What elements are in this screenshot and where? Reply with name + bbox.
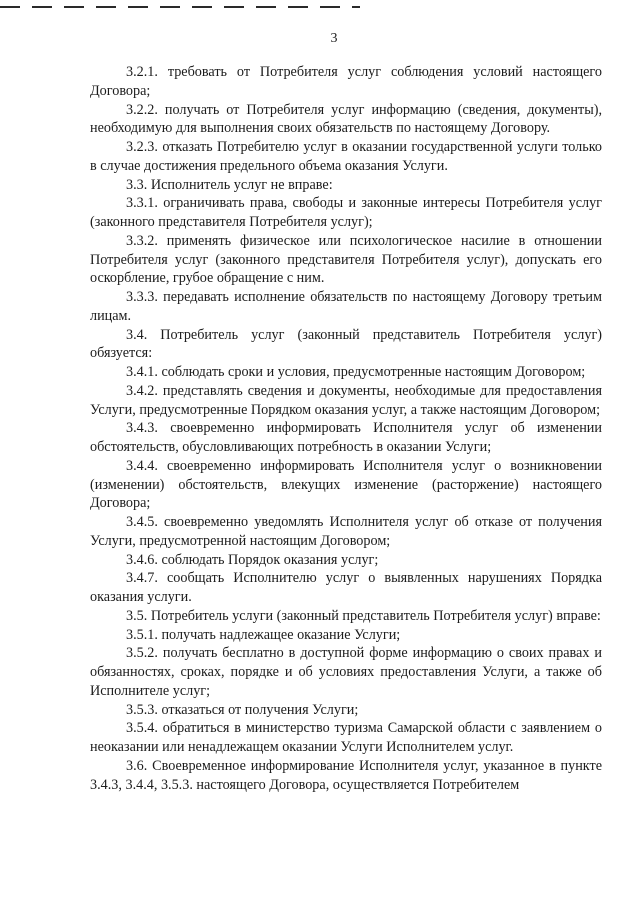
paragraph-3-4-3: 3.4.3. своевременно информировать Исполнителя услуг об изменении обстоятельств, обусловливающих потребность в оказании Услуги; [90,420,602,455]
paragraph-3-3: 3.3. Исполнитель услуг не вправе: [126,176,333,193]
paragraph-3-3-3: 3.3.3. передавать исполнение обязательств по настоящему Договору третьим лицам. [90,289,602,324]
paragraph-3-6: 3.6. Своевременное информирование Исполнителя услуг, указанное в пункте 3.4.3, 3.4.4, 3.5.3. настоящего Договора, осуществляется Потребителем [90,757,602,793]
paragraph-3-5-1: 3.5.1. получать надлежащее оказание Услуги; [126,626,401,643]
paragraph-3-5-4: 3.5.4. обратиться в министерство туризма Самарской области с заявлением о неоказании или ненадлежащем оказании Услуги Исполнителем услуг. [90,720,602,755]
paragraph-3-3-1: 3.3.1. ограничивать права, свободы и законные интересы Потребителя услуг (законного представителя Потребителя услуг); [90,195,602,230]
paragraph-3-4-4: 3.4.4. своевременно информировать Исполнителя услуг о возникновении (изменении) обстоятельств, влекущих изменение (расторжение) настоящего Договора; [90,457,602,512]
paragraph-3-5-2: 3.5.2. получать бесплатно в доступной форме информацию о своих правах и обязанностях, сроках, порядке и об условиях предоставления Услуги, а также об Исполнителе услуг; [90,645,602,699]
paragraph-3-4-5: 3.4.5. своевременно уведомлять Исполнителя услуг об отказе от получения Услуги, предусмотренной настоящим Договором; [90,514,602,549]
paragraph-3-5-3: 3.5.3. отказаться от получения Услуги; [126,701,359,718]
paragraph-3-2-1: 3.2.1. требовать от Потребителя услуг соблюдения условий настоящего Договора; [90,64,602,99]
paragraph-3-4-2: 3.4.2. представлять сведения и документы, необходимые для предоставления Услуги, предусмотренные Порядком оказания услуг, а также настоящим Договором; [90,382,602,418]
paragraph-3-4: 3.4. Потребитель услуг (законный представитель Потребителя услуг) обязуется: [90,326,602,362]
paragraph-3-4-6: 3.4.6. соблюдать Порядок оказания услуг; [126,551,379,568]
paragraph-3-2-2: 3.2.2. получать от Потребителя услуг информацию (сведения, документы), необходимую для выполнения своих обязательств по настоящему Договору. [90,101,602,137]
paragraph-3-5: 3.5. Потребитель услуги (законный представитель Потребителя услуг) вправе: [126,607,601,624]
document-body [90,63,602,794]
paragraph-3-4-7: 3.4.7. сообщать Исполнителю услуг о выявленных нарушениях Порядка оказания услуги. [90,570,602,605]
paragraph-3-4-1: 3.4.1. соблюдать сроки и условия, предусмотренные настоящим Договором; [126,364,586,380]
paragraph-3-3-2: 3.3.2. применять физическое или психологическое насилие в отношении Потребителя услуг (законного представителя Потребителя услуг), допускать его оскорбление, грубое обращение с ним. [90,232,602,287]
page-number: 3 [330,31,338,46]
top-edge-rule [0,6,360,8]
paragraph-3-2-3: 3.2.3. отказать Потребителю услуг в оказании государственной услуги только в случае достижения предельного объема оказания Услуги. [90,139,602,174]
